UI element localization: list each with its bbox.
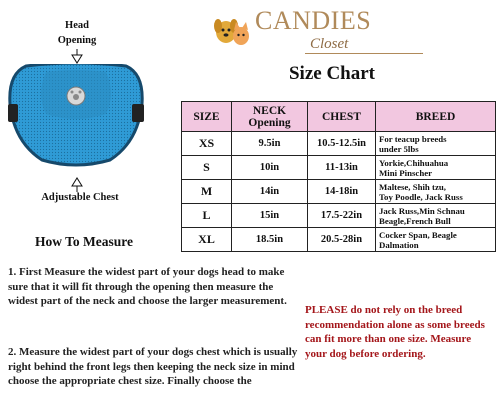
chest-cell: 14-18in xyxy=(308,180,376,204)
size-cell: M xyxy=(182,180,232,204)
neck-cell: 14in xyxy=(232,180,308,204)
head-opening-label: Head Opening xyxy=(57,20,97,46)
breed-cell: Cocker Span, Beagle Dalmation xyxy=(376,228,496,252)
neck-cell: 10in xyxy=(232,156,308,180)
size-cell: L xyxy=(182,204,232,228)
size-cell: S xyxy=(182,156,232,180)
table-row xyxy=(182,228,496,252)
table-row xyxy=(182,132,496,156)
step-1-text: 1. First Measure the widest part of your dogs head to make sure that it will fit through the opening then measure the widest part of the neck and choose the larger measurement. xyxy=(8,266,287,307)
dog-cat-logo-icon xyxy=(212,10,252,50)
size-chart-table xyxy=(181,101,496,252)
chest-cell: 17.5-22in xyxy=(308,204,376,228)
size-cell: XL xyxy=(182,228,232,252)
step-2-text: 2. Measure the widest part of your dogs chest which is usually right behind the front legs then keeping the neck size in mind choose the appropriate chest size. Finally choose the xyxy=(8,346,298,387)
how-to-measure-heading: How To Measure xyxy=(34,234,133,249)
chest-cell: 11-13in xyxy=(308,156,376,180)
neck-cell: 15in xyxy=(232,204,308,228)
brand-subtitle: Closet xyxy=(310,36,349,52)
breed-cell: For teacup breeds under 5lbs xyxy=(376,132,496,156)
chest-cell: 10.5-12.5in xyxy=(308,132,376,156)
table-row xyxy=(182,204,496,228)
breed-disclaimer-note: PLEASE do not rely on the breed recommendation alone as some breeds can fit more than one size. Measure your dog before ordering. xyxy=(305,304,485,360)
dog-harness-image xyxy=(6,64,146,168)
header-size: SIZE xyxy=(182,102,232,132)
table-row xyxy=(182,156,496,180)
breed-cell: Yorkie,Chihuahua Mini Pinscher xyxy=(376,156,496,180)
chest-cell: 20.5-28in xyxy=(308,228,376,252)
header-neck: NECK Opening xyxy=(232,102,308,132)
table-header-row xyxy=(182,102,496,132)
size-cell: XS xyxy=(182,132,232,156)
breed-cell: Maltese, Shih tzu, Toy Poodle, Jack Russ xyxy=(376,180,496,204)
neck-cell: 9.5in xyxy=(232,132,308,156)
table-row xyxy=(182,180,496,204)
brand-underline xyxy=(305,53,423,54)
header-chest: CHEST xyxy=(308,102,376,132)
breed-cell: Jack Russ,Min Schnau Beagle,French Bull xyxy=(376,204,496,228)
header-breed: BREED xyxy=(376,102,496,132)
brand-name: CANDIES xyxy=(255,6,372,35)
size-chart-title: Size Chart xyxy=(288,63,375,84)
adjustable-chest-label: Adjustable Chest xyxy=(41,192,119,203)
neck-cell: 18.5in xyxy=(232,228,308,252)
